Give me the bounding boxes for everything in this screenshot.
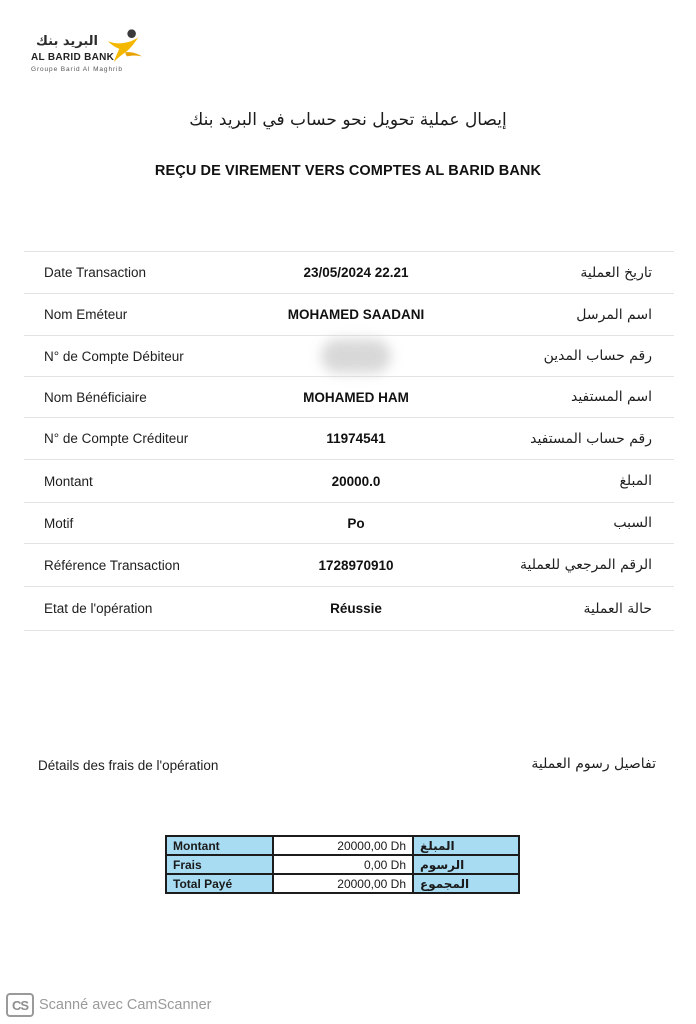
fees-label-fr: Total Payé bbox=[166, 874, 273, 893]
fees-title-french: Détails des frais de l'opération bbox=[38, 758, 219, 773]
row-label-ar: حالة العملية bbox=[583, 600, 652, 617]
row-label-fr: Référence Transaction bbox=[44, 557, 180, 573]
fees-label-fr: Montant bbox=[166, 836, 273, 855]
fees-label-ar: المبلغ bbox=[413, 836, 519, 855]
fees-value: 20000,00 Dh bbox=[273, 874, 413, 893]
row-credit-account bbox=[24, 418, 674, 460]
row-label-fr: Nom Bénéficiaire bbox=[44, 389, 147, 405]
row-reference bbox=[24, 544, 674, 587]
row-debit-account bbox=[24, 336, 674, 377]
row-beneficiary bbox=[24, 377, 674, 418]
receipt-title-arabic: إيصال عملية تحويل نحو حساب في البريد بنك bbox=[189, 110, 507, 130]
redacted-value bbox=[224, 336, 488, 376]
fees-label-ar: المجموع bbox=[413, 874, 519, 893]
row-label-ar: رقم حساب المدين bbox=[543, 348, 652, 364]
bank-logo bbox=[28, 26, 153, 78]
row-label-ar: تاريخ العملية bbox=[580, 264, 652, 281]
row-label-ar: اسم المستفيد bbox=[570, 389, 652, 405]
row-amount bbox=[24, 460, 674, 503]
receipt-title-french: REÇU DE VIREMENT VERS COMPTES AL BARID BANK bbox=[154, 163, 542, 179]
row-label-fr: Motif bbox=[44, 515, 74, 531]
row-value: MOHAMED SAADANI bbox=[287, 307, 425, 322]
row-label-fr: N° de Compte Créditeur bbox=[44, 431, 189, 446]
row-value: MOHAMED HAM bbox=[303, 389, 409, 405]
row-label-fr: N° de Compte Débiteur bbox=[44, 348, 184, 364]
row-sender bbox=[24, 294, 674, 336]
row-value: 20000.0 bbox=[331, 473, 381, 489]
row-value: Po bbox=[347, 515, 365, 531]
row-label-ar: رقم حساب المستفيد bbox=[530, 430, 652, 447]
row-value: 23/05/2024 22.21 bbox=[303, 265, 409, 280]
camscanner-watermark bbox=[6, 993, 212, 1017]
row-value: 11974541 bbox=[326, 431, 386, 446]
fees-table bbox=[165, 835, 520, 894]
row-value: Réussie bbox=[330, 601, 382, 616]
row-label-fr: Date Transaction bbox=[44, 265, 147, 280]
row-label-fr: Etat de l'opération bbox=[44, 601, 153, 616]
row-label-ar: السبب bbox=[613, 515, 652, 531]
logo-arabic-name: البريد بنك bbox=[36, 34, 98, 49]
logo-group-name: Groupe Barid Al Maghrib bbox=[31, 66, 123, 73]
row-label-ar: المبلغ bbox=[619, 473, 652, 489]
fees-label-ar: الرسوم bbox=[413, 855, 519, 874]
fees-value: 20000,00 Dh bbox=[273, 836, 413, 855]
row-motive bbox=[24, 503, 674, 544]
fees-label-fr: Frais bbox=[166, 855, 273, 874]
row-label-ar: الرقم المرجعي للعملية bbox=[520, 557, 652, 573]
row-status bbox=[24, 587, 674, 631]
row-label-fr: Nom Eméteur bbox=[44, 307, 128, 322]
row-label-ar: اسم المرسل bbox=[576, 306, 652, 323]
row-date bbox=[24, 252, 674, 294]
logo-bank-name: AL BARID BANK bbox=[31, 52, 115, 63]
fees-title-arabic: تفاصيل رسوم العملية bbox=[531, 756, 656, 772]
transaction-details-table bbox=[24, 251, 674, 631]
row-value: 1728970910 bbox=[318, 557, 394, 573]
fees-row-amount bbox=[166, 836, 519, 855]
fees-value: 0,00 Dh bbox=[273, 855, 413, 874]
fees-row-total bbox=[166, 874, 519, 893]
camscanner-logo-icon: CS bbox=[6, 993, 34, 1017]
fees-row-charges bbox=[166, 855, 519, 874]
redaction-blur bbox=[321, 339, 391, 373]
camscanner-text: Scanné avec CamScanner bbox=[39, 997, 212, 1013]
row-label-fr: Montant bbox=[44, 473, 93, 489]
